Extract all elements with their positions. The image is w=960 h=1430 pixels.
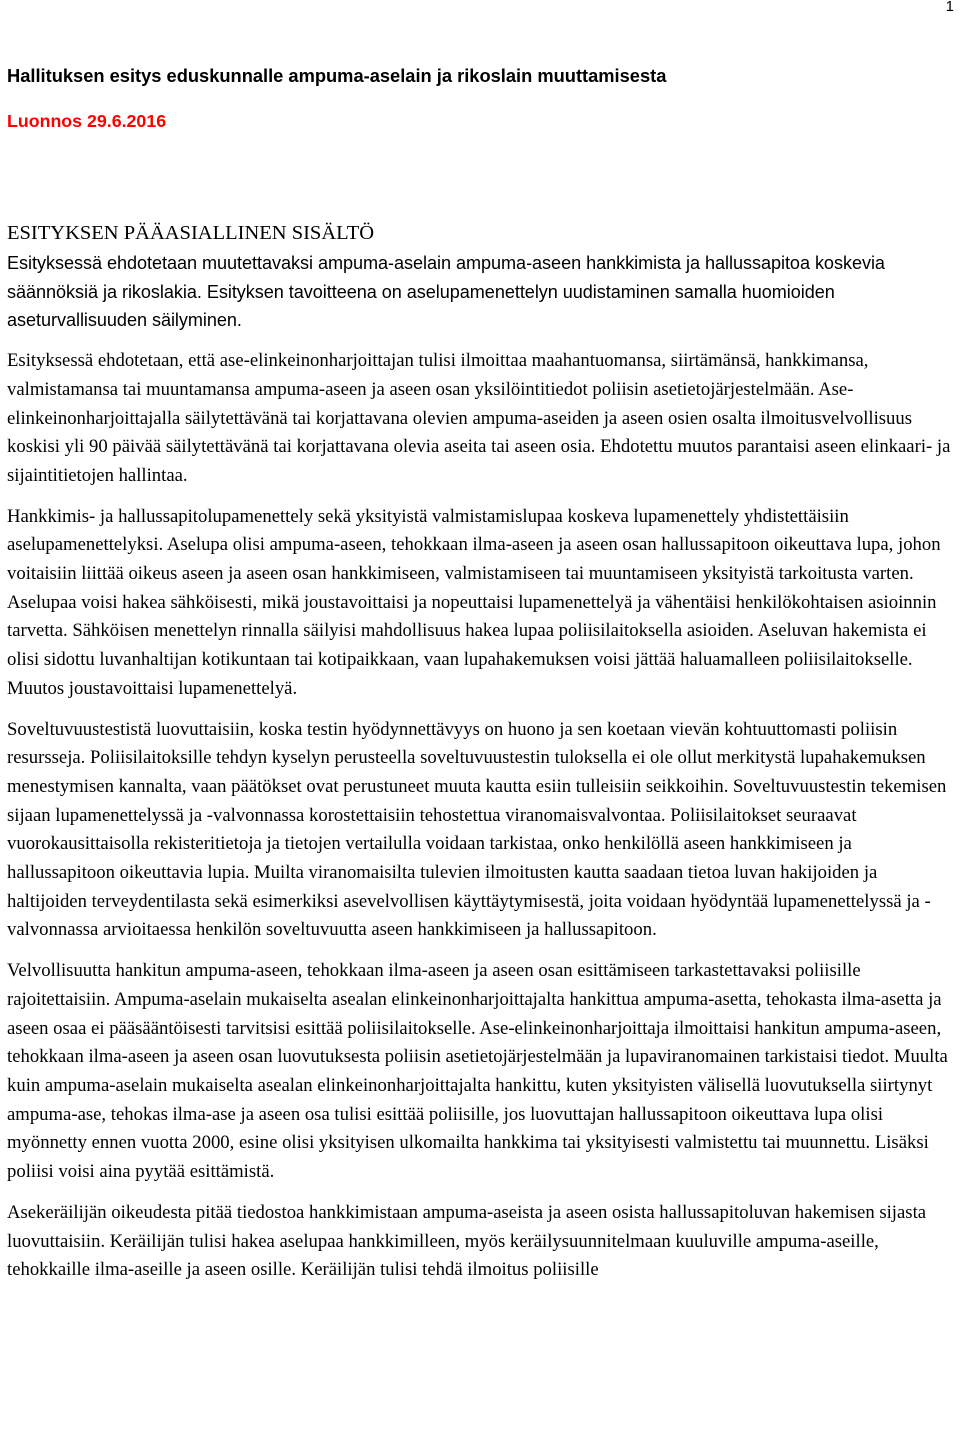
paragraph: Soveltuvuustestistä luovuttaisiin, koska testin hyödynnettävyys on huono ja sen koetaan vievän kohtuuttomasti poliisin resursseja. Poliisilaitoksille tehdyn kyselyn perusteella soveltuvuustestin tuloksella ei ole ollut merkitystä lupahakemuksen menestymisen kannalta, vaan päätökset ovat perustuneet muuta kautta esiin tulleisiin seikkoihin. Soveltuvuustestin tekemisen sijaan lupamenettelyssä ja -valvonnassa korostettaisiin tehostettua viranomaisvalvontaa. Poliisilaitokset seuraavat vuorokausittaisolla rekisteritietoja ja tietojen vertailulla voidaan tarkistaa, onko henkilöllä aseen hankkimiseen ja hallussapitoon oikeuttavia lupia. Muilta viranomaisilta tulevien ilmoitusten kautta saadaan tietoa luvan hakijoiden ja haltijoiden terveydentilasta sekä esimerkiksi asevelvollisen käyttäytymisestä, joita voidaan hyödyntää lupamenettelyssä ja -valvonnassa arvioitaessa henkilön soveltuvuutta aseen hankkimiseen ja hallussapitoon. [7,718,947,941]
draft-note: Luonnos 29.6.2016 [7,111,167,131]
document-title: Hallituksen esitys eduskunnalle ampuma-aselain ja rikoslain muuttamisesta [7,65,667,86]
section-heading: ESITYKSEN PÄÄASIALLINEN SISÄLTÖ [7,222,375,244]
paragraph: Esityksessä ehdotetaan, että ase-elinkeinonharjoittajan tulisi ilmoittaa maahantuomansa, siirtämänsä, hankkimansa, valmistamansa tai muuntamansa ampuma-aseen ja aseen osan yksilöintitiedot poliisin asetietojärjestelmään. Ase-elinkeinonharjoittajalla säilytettävänä tai korjattavana olevien ampuma-aseiden ja aseen osien osalta ilmoitusvelvollisuus koskisi yli 90 päivää säilytettävänä tai korjattavana olevia aseita tai aseen osia. Ehdotettu muutos parantaisi aseen elinkaari- ja sijaintitietojen hallintaa. [7,350,951,486]
paragraph: Velvollisuutta hankitun ampuma-aseen, tehokkaan ilma-aseen ja aseen osan esittämiseen tarkastettavaksi poliisille rajoitettaisiin. Ampuma-aselain mukaiselta asealan elinkeinonharjoittajalta hankittua ampuma-asetta, tehokasta ilma-asetta ja aseen osaa ei pääsääntöisesti tarvitsisi esittää poliisilaitokselle. Ase-elinkeinonharjoittaja ilmoittaisi hankitun ampuma-aseen, tehokkaan ilma-aseen ja aseen osan luovutuksesta poliisin asetietojärjestelmään ja lupaviranomainen tarkistaisi tiedot. Muulta kuin ampuma-aselain mukaiselta asealan elinkeinonharjoittajalta hankittu, kuten yksityisten välisellä luovutuksella siirtynyt ampuma-ase, tehokas ilma-ase ja aseen osa tulisi esittää poliisille, jos luovuttajan hallussapitoon oikeuttava lupa olisi myönnetty ennen vuotta 2000, esine olisi yksityisen ulkomailta hankkima tai yksityisesti valmistettu tai muunnettu. Lisäksi poliisi voisi aina pyytää esittämistä. [7,960,948,1183]
paragraph: Asekeräilijän oikeudesta pitää tiedostoa hankkimistaan ampuma-aseista ja aseen osista hallussapitoluvan hakemisen sijasta luovuttaisiin. Keräilijän tulisi hakea aselupaa hankkimilleen, myös keräilysuunnitelmaan kuuluville ampuma-aseille, tehokkaille ilma-aseille ja aseen osille. Keräilijän tulisi tehdä ilmoitus poliisille [7,1201,927,1281]
paragraph: Esityksessä ehdotetaan muutettavaksi ampuma-aselain ampuma-aseen hankkimista ja hallussapitoa koskevia säännöksiä ja rikoslakia. Esityksen tavoitteena on aselupamenettelyn uudistaminen samalla huomioiden aseturvallisuuden säilyminen. [7,253,885,331]
document-body [7,64,955,1285]
page-number: 1 [945,0,954,15]
paragraph: Hankkimis- ja hallussapitolupamenettely sekä yksityistä valmistamislupaa koskeva lupamenettely yhdistettäisiin aselupamenettelyksi. Aselupa olisi ampuma-aseen, tehokkaan ilma-aseen ja aseen osan hallussapitoon oikeuttava lupa, johon voitaisiin liittää oikeus aseen ja aseen osan hankkimiseen, valmistamiseen tai muuntamiseen yksityistä tarkoitusta varten. Aselupaa voisi hakea sähköisesti, mikä joustavoittaisi ja nopeuttaisi lupamenettelyä ja vähentäisi henkilökohtaisen asioinnin tarvetta. Sähköisen menettelyn rinnalla säilyisi mahdollisuus hakea lupaa poliisilaitoksella asioiden. Aseluvan hakemista ei olisi sidottu luvanhaltijan kotikuntaan tai kotipaikkaan, vaan lupahakemuksen voisi jättää haluamalleen poliisilaitokselle. Muutos joustavoittaisi lupamenettelyä. [7,505,941,699]
